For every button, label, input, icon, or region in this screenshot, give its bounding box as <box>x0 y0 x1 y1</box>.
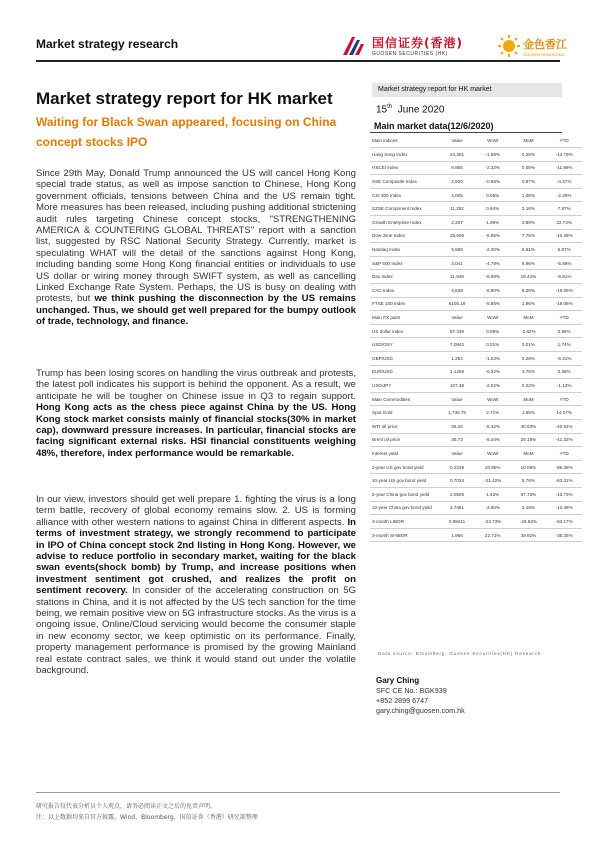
table-cell: 2-year US gov bond yield <box>370 460 439 474</box>
table-cell: 6105.18 <box>439 297 475 311</box>
table-cell: 0.7034 <box>439 474 475 488</box>
footer-source-note: 注：以上数据均来自官方披露，Wind，Bloomberg，国信证券（香港）研究部整理 <box>36 814 258 821</box>
table-cell: Hang Seng Index <box>370 148 439 162</box>
table-cell: -5.85% <box>475 297 511 311</box>
table-cell: -41.32% <box>546 433 582 447</box>
table-section-header <box>370 134 582 148</box>
data-source: Data source: Bloomberg, Guosen Securities(HK) Research <box>378 651 542 656</box>
table-row <box>370 148 582 162</box>
table-row <box>370 297 582 311</box>
table-cell: -86.38% <box>546 460 582 474</box>
market-data-table <box>370 134 582 542</box>
golden-sun-icon <box>497 34 521 58</box>
table-cell: 97.339 <box>439 324 475 338</box>
table-cell: -4.78% <box>475 256 511 270</box>
table-row <box>370 433 582 447</box>
table-cell: 36.26 <box>439 419 475 433</box>
table-cell: 14.07% <box>546 406 582 420</box>
table-cell: 5.96% <box>511 256 547 270</box>
date-suffix: th <box>387 104 393 110</box>
table-row <box>370 419 582 433</box>
table-cell: 29.19% <box>511 433 547 447</box>
table-cell: 1.43% <box>475 487 511 501</box>
table-cell: 2.28% <box>511 352 547 366</box>
table-cell: -1.89% <box>475 148 511 162</box>
table-row <box>370 243 582 257</box>
column-header: MoM <box>511 134 547 148</box>
table-cell: 2,920 <box>439 175 475 189</box>
table-cell: -63.31% <box>546 474 582 488</box>
table-section-header <box>370 311 582 325</box>
table-cell: 1.1256 <box>439 365 475 379</box>
table-cell: -2.02% <box>475 379 511 393</box>
table-cell: EUR/USD <box>370 365 439 379</box>
table-cell: 5.76% <box>511 474 547 488</box>
table-cell: -21.42% <box>475 474 511 488</box>
table-cell: 10-year US gov bond yield <box>370 474 439 488</box>
table-row <box>370 338 582 352</box>
table-cell: Dow Jone Index <box>370 229 439 243</box>
table-cell: 3-month SHIBOR <box>370 528 439 542</box>
table-cell: HSCEI index <box>370 161 439 175</box>
footer-divider <box>36 792 560 793</box>
table-row <box>370 161 582 175</box>
column-header: Main indices <box>370 134 439 148</box>
date-month-year: June 2020 <box>397 104 445 116</box>
table-cell: FTSE 100 Index <box>370 297 439 311</box>
table-row <box>370 270 582 284</box>
table-cell: -0.32% <box>475 365 511 379</box>
header-divider <box>36 60 560 62</box>
table-cell: 0.64% <box>475 202 511 216</box>
footer-disclaimer: 研究报告仅代表分析员个人观点，请务必阅读正文之后的免责声明。 <box>36 803 217 810</box>
paragraph-3-tail: In consider of the accelerating construction on 5G stations in China, and it is not affected by the US tech sanction for the time being, we remain positive view on 5G infrastructure stocks. As the virus is a ongoing issue, Online/Cloud servicing would become the consumer staple in new economy sector, we keep optimistic on its performance. Finally, property management performance is promised by the growing Mainland real estate contract sales, we think it would stand out under the volatile background. <box>36 585 357 677</box>
table-cell: 0.25% <box>511 148 547 162</box>
column-header: Value <box>439 311 475 325</box>
table-cell: Dax Index <box>370 270 439 284</box>
guosen-name-cn: 国信证券(香港) <box>372 36 463 50</box>
table-cell: -5.86% <box>546 256 582 270</box>
table-cell: 0.99% <box>475 324 511 338</box>
table-cell: -19.06% <box>546 297 582 311</box>
table-cell: -8.32% <box>475 419 511 433</box>
table-row <box>370 175 582 189</box>
table-cell: 3.76% <box>511 365 547 379</box>
table-cell: 7.87% <box>546 202 582 216</box>
table-cell: 2.7451 <box>439 501 475 515</box>
paragraph-1-bold: we think pushing the disconnection by the US remains unchanged. Thus, we should get well prepared for the bumpy outlook of trade, technology, and finance. <box>36 293 356 328</box>
table-cell: 11,252 <box>439 202 475 216</box>
table-cell: -63.17% <box>546 515 582 529</box>
column-header: Main Commodities <box>370 392 439 406</box>
table-cell: -1.13% <box>546 379 582 393</box>
column-header: WoW <box>475 392 511 406</box>
column-header: WoW <box>475 447 511 461</box>
table-cell: 3-month LIBOR <box>370 515 439 529</box>
report-category: Market strategy research <box>36 37 179 51</box>
table-cell: -23.73% <box>475 515 511 529</box>
report-title: Market strategy report for HK market <box>36 89 333 108</box>
table-cell: 1.966 <box>439 528 475 542</box>
table-cell: -0.58% <box>475 175 511 189</box>
golden-name-en: GOLDEN HONGKONG <box>523 52 565 57</box>
table-cell: US dollar index <box>370 324 439 338</box>
table-cell: Nasdaq Index <box>370 243 439 257</box>
column-header: YTD <box>546 447 582 461</box>
table-cell: 0.97% <box>511 175 547 189</box>
table-cell: 107.38 <box>439 379 475 393</box>
table-cell: 1.65% <box>511 406 547 420</box>
column-header: Value <box>439 392 475 406</box>
table-cell: -19.05% <box>546 284 582 298</box>
table-cell: 9,855 <box>439 161 475 175</box>
guosen-mark-icon <box>340 33 366 59</box>
table-cell: -8.44% <box>475 433 511 447</box>
golden-name-cn: 金色香江 <box>523 38 567 51</box>
table-cell: SSE Composite Index <box>370 175 439 189</box>
column-header: Main FX pairs <box>370 311 439 325</box>
table-cell: 38.73 <box>439 433 475 447</box>
table-cell: 6.87% <box>546 243 582 257</box>
column-header: YTD <box>546 134 582 148</box>
footer-notes <box>36 801 258 823</box>
table-cell: -10.28% <box>546 229 582 243</box>
table-cell: 0.89411 <box>439 515 475 529</box>
table-cell: 0.98% <box>546 324 582 338</box>
date-day: 15 <box>376 104 388 116</box>
table-cell: -4.27% <box>546 175 582 189</box>
table-cell: 0.38% <box>546 365 582 379</box>
table-cell: -2.82% <box>511 324 547 338</box>
paragraph-2-bold: Hong Kong acts as the chess piece against China by the US. Hong Kong stock market consists mainly of financial stocks(30% in market cap), downward pressure increases. In particular, financial stocks are facing significant external risks. HSI financial constituents weighing 48%, therefore, index performance would be remarkable. <box>36 402 356 459</box>
table-section-header <box>370 447 582 461</box>
table-row <box>370 202 582 216</box>
paragraph-3-bold: In terms of investment strategy, we strongly recommend to participate in IPO of China concept stock 2nd listing in Hong Kong. However, we advise to reduce portfolio in secondary market, waiting for the black swan events(shock bomb) by Trump, and increase positions when investment sentiment got crushed, and realizes the profit on sentiment recovery. <box>36 516 356 597</box>
table-cell: 10-year China gov bond yield <box>370 501 439 515</box>
analyst-phone: +852 2899 6747 <box>376 696 429 705</box>
column-header: YTD <box>546 392 582 406</box>
table-cell: USD/CNY <box>370 338 439 352</box>
table-cell: USD/JPY <box>370 379 439 393</box>
table-row <box>370 365 582 379</box>
table-cell: 1.74% <box>546 338 582 352</box>
table-cell: 3.89% <box>511 216 547 230</box>
table-cell: 2,207 <box>439 216 475 230</box>
table-cell: 0.00% <box>511 161 547 175</box>
table-cell: 7.75% <box>511 229 547 243</box>
guosen-name-en: GUOSEN SECURITIES (HK) <box>372 51 448 57</box>
report-subtitle: Waiting for Black Swan appeared, focusing on China concept stocks IPO <box>36 115 337 149</box>
table-cell: 11,949 <box>439 270 475 284</box>
table-cell: 0.05% <box>475 188 511 202</box>
table-row <box>370 406 582 420</box>
table-cell: -1.03% <box>475 352 511 366</box>
table-cell: 24,301 <box>439 148 475 162</box>
table-section-header <box>370 392 582 406</box>
table-cell: S&P 500 Index <box>370 256 439 270</box>
table-cell: 4,839 <box>439 284 475 298</box>
table-row <box>370 474 582 488</box>
table-cell: 2.71% <box>475 406 511 420</box>
table-cell: -2.32% <box>475 161 511 175</box>
column-header: MoM <box>511 447 547 461</box>
analyst-contact <box>376 676 465 716</box>
table-row <box>370 284 582 298</box>
table-cell: 22.71% <box>475 528 511 542</box>
table-row <box>370 324 582 338</box>
analyst-email[interactable]: gary.ching@guosen.com.hk <box>376 706 465 715</box>
table-cell: 1.96% <box>475 216 511 230</box>
table-cell: 2-year China gov bond yield <box>370 487 439 501</box>
table-cell: 67.73% <box>511 487 547 501</box>
table-cell: 20.85% <box>475 460 511 474</box>
column-header: Interest yield <box>370 447 439 461</box>
analyst-sfc: SFC CE No.: BGK939 <box>376 686 447 695</box>
table-row <box>370 216 582 230</box>
table-cell: -6.99% <box>475 270 511 284</box>
table-row <box>370 528 582 542</box>
table-cell: GBP/USD <box>370 352 439 366</box>
table-cell: SZSE Component Index <box>370 202 439 216</box>
table-row <box>370 379 582 393</box>
table-cell: 2.0506 <box>439 487 475 501</box>
table-cell: 10.44% <box>511 270 547 284</box>
table-cell: 1.254 <box>439 352 475 366</box>
analyst-name: Gary Ching <box>376 676 420 685</box>
table-cell: 3.19% <box>511 501 547 515</box>
table-row <box>370 501 582 515</box>
paragraph-2 <box>36 368 356 459</box>
column-header: Value <box>439 134 475 148</box>
table-row <box>370 352 582 366</box>
column-header: WoW <box>475 134 511 148</box>
table-cell: 7.0842 <box>439 338 475 352</box>
table-cell: 0.01% <box>511 338 547 352</box>
table-cell: 6.51% <box>511 243 547 257</box>
report-date <box>376 104 444 115</box>
table-cell: 0.01% <box>475 338 511 352</box>
table-cell: -9.81% <box>546 270 582 284</box>
table-cell: -5.55% <box>475 229 511 243</box>
column-header: MoM <box>511 311 547 325</box>
column-header: Value <box>439 447 475 461</box>
table-cell: 3,041 <box>439 256 475 270</box>
table-cell: 1.08% <box>511 188 547 202</box>
paragraph-2-text: Trump has been losing scores on handling the virus outbreak and protests, the latest poll indicates his support is behind the opponent. As a result, we anticipate he will be tougher on Chinese issue in Q3 to regain support. <box>36 368 356 402</box>
table-cell: -26.63% <box>511 515 547 529</box>
table-row <box>370 460 582 474</box>
table-row <box>370 188 582 202</box>
market-data-title: Main market data(12/6/2020) <box>374 121 494 131</box>
table-cell: 0.2239 <box>439 460 475 474</box>
table-cell: -13.73% <box>546 487 582 501</box>
table-cell: 0.22% <box>511 379 547 393</box>
paragraph-1 <box>36 168 356 328</box>
paragraph-1-text: Since 29th May, Donald Trump announced the US will cancel Hong Kong special trade status, as well as impose sanction to Chinese, Hong Kong government officials, tensions between China and the US remain tight. More measures has been released, including pushing additional strictening audit rules targeting Chinese concept stocks, "STRENGTHENING AMERICA & COUNTERING GLOBAL THREATS" report with a sanction list, suggested by RSC National Security Strategy. Currently, market is speculating WHAT will the detail of the sanctions against Hong Kong, including banding some Hong Kong financial entities or individuals to use US dollar or wiring money through SWIFT system, as well as cancelling Linked Exchange Rate System. Perhaps, the US is busy on dealing with protests, but <box>36 168 356 305</box>
table-cell: 4,005 <box>439 188 475 202</box>
table-cell: CSI 300 Index <box>370 188 439 202</box>
table-cell: 2.16% <box>511 202 547 216</box>
table-cell: -2.30% <box>475 243 511 257</box>
column-header: MoM <box>511 392 547 406</box>
table-cell: 9,589 <box>439 243 475 257</box>
table-cell: 1.96% <box>511 297 547 311</box>
column-header: WoW <box>475 311 511 325</box>
table-cell: -13.79% <box>546 148 582 162</box>
table-cell: -2.29% <box>546 188 582 202</box>
table-cell: Spot Gold <box>370 406 439 420</box>
table-cell: 10.08% <box>511 460 547 474</box>
sidebar-header: Market strategy report for HK market <box>372 83 562 97</box>
table-cell: -35.25% <box>546 528 582 542</box>
table-cell: WTI oil price <box>370 419 439 433</box>
column-header: YTD <box>546 311 582 325</box>
guosen-logo <box>340 33 480 61</box>
table-cell: -3.60% <box>475 501 511 515</box>
golden-hongkong-logo <box>495 30 565 64</box>
table-cell: -6.90% <box>475 284 511 298</box>
table-cell: Growth Enterprise Index <box>370 216 439 230</box>
table-row <box>370 256 582 270</box>
table-cell: 40.63% <box>511 419 547 433</box>
table-cell: CAC Index <box>370 284 439 298</box>
table-cell: 8.20% <box>511 284 547 298</box>
table-cell: -40.62% <box>546 419 582 433</box>
table-cell: 39.92% <box>511 528 547 542</box>
table-cell: 22.73% <box>546 216 582 230</box>
table-row <box>370 515 582 529</box>
table-cell: 1,730.75 <box>439 406 475 420</box>
table-row <box>370 487 582 501</box>
paragraph-3 <box>36 494 356 677</box>
table-cell: 25,606 <box>439 229 475 243</box>
table-cell: -11.96% <box>546 161 582 175</box>
table-cell: Brent oil price <box>370 433 439 447</box>
table-cell: -12.48% <box>546 501 582 515</box>
paragraph-3-text: In our view, investors should get well prepare 1. fighting the virus is a long term battle, recovery of global economy remains slow. 2. US is forming alliance with other western nations to against China in different aspects. <box>36 494 356 528</box>
table-row <box>370 229 582 243</box>
table-cell: -5.41% <box>546 352 582 366</box>
market-data-divider <box>370 132 562 133</box>
